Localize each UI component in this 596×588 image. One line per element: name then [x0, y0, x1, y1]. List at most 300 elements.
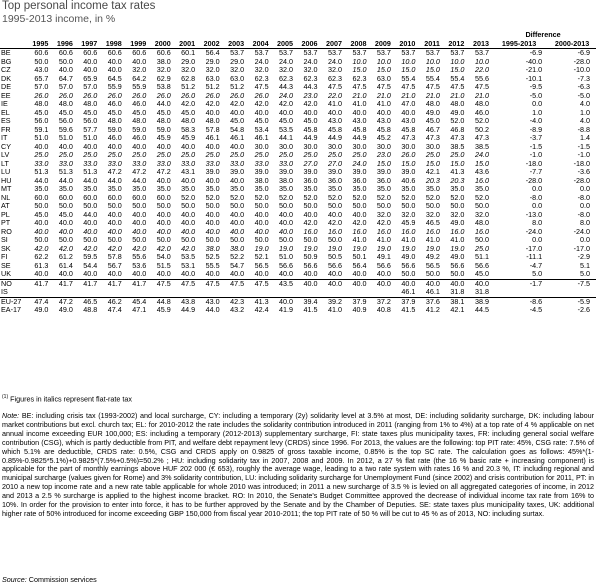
- difference-cell: -18.0: [525, 159, 543, 168]
- rate-cell: 44.0: [107, 176, 122, 185]
- rate-cell: 25.0: [34, 151, 49, 159]
- rate-cell: 55.4: [425, 74, 440, 83]
- rate-cell: 42.0: [181, 100, 196, 108]
- rate-cell: 54.7: [230, 261, 245, 270]
- country-code: RO: [1, 227, 12, 236]
- rate-cell: 44.0: [83, 176, 98, 185]
- difference-cell: -17.0: [573, 244, 590, 253]
- rate-cell: 45.0: [156, 108, 171, 117]
- rate-cell: 25.0: [450, 151, 465, 159]
- rate-cell: 60.6: [83, 48, 98, 57]
- rate-cell: 30.0: [303, 142, 318, 151]
- rate-cell: 60.0: [34, 193, 49, 202]
- difference-cell: 0.0: [580, 185, 590, 193]
- rate-cell: 41.0: [376, 236, 391, 244]
- rate-cell: 40.0: [156, 270, 171, 278]
- rate-cell: 47.5: [196, 279, 220, 288]
- rate-cell: 47.2: [132, 168, 147, 176]
- rate-cell: 50.0: [425, 270, 440, 278]
- rate-cell: 63.0: [376, 74, 391, 83]
- rate-cell: 25.0: [83, 151, 98, 159]
- rate-cell: 40.0: [230, 108, 245, 117]
- difference-cell: -10.0: [573, 66, 590, 74]
- rate-cell: 26.0: [34, 91, 49, 100]
- year-header: 1997: [74, 40, 98, 49]
- rate-cell: 32.0: [401, 210, 416, 219]
- table-row: [0, 92, 596, 101]
- table-row: [0, 306, 596, 315]
- rate-cell: 45.0: [230, 117, 245, 125]
- rate-cell: 51.3: [58, 168, 73, 176]
- rate-cell: 32.0: [475, 210, 490, 219]
- rate-cell: 40.0: [294, 279, 318, 288]
- rate-cell: 46.8: [450, 125, 465, 134]
- table-row: [0, 151, 596, 160]
- rate-cell: 57.0: [34, 83, 49, 91]
- difference-cell: 4.0: [580, 100, 590, 108]
- rate-cell: 51.3: [83, 168, 98, 176]
- table-row: [0, 168, 596, 177]
- rate-cell: 32.0: [230, 66, 245, 74]
- country-code: EU-27: [0, 297, 25, 306]
- country-code: NL: [1, 193, 11, 202]
- rate-cell: [319, 288, 343, 297]
- rate-cell: 43.0: [401, 117, 416, 125]
- rate-cell: 10.0: [425, 57, 440, 66]
- rate-cell: 50.0: [181, 202, 196, 210]
- difference-cell: -5.0: [529, 91, 543, 100]
- table-row: [0, 100, 596, 109]
- rate-cell: 53.6: [132, 261, 147, 270]
- rate-cell: 56.6: [450, 261, 465, 270]
- rate-cell: 25.0: [352, 151, 367, 159]
- difference-cell: 0.0: [532, 202, 543, 210]
- table-header-row-years: [0, 40, 596, 49]
- rate-cell: 60.0: [107, 193, 122, 202]
- rate-cell: 56.6: [401, 261, 416, 270]
- year-header: 2001: [172, 40, 196, 49]
- rate-cell: 40.0: [416, 279, 440, 288]
- rate-cell: 38.0: [205, 244, 220, 253]
- rate-cell: 10.0: [475, 57, 490, 66]
- rate-cell: 45.9: [401, 219, 416, 227]
- rate-cell: 39.0: [205, 168, 220, 176]
- rate-cell: 59.5: [83, 253, 98, 261]
- rate-cell: 43.0: [352, 117, 367, 125]
- rate-cell: 38.1: [441, 297, 465, 306]
- rate-cell: 59.6: [58, 125, 73, 134]
- rate-cell: 38.5: [450, 142, 465, 151]
- rate-cell: 50.0: [107, 236, 122, 244]
- rate-cell: 26.0: [254, 91, 269, 100]
- table-row: [0, 279, 596, 288]
- rate-cell: 40.0: [367, 279, 391, 288]
- difference-cell: 0.0: [580, 236, 590, 244]
- rate-cell: 25.0: [205, 151, 220, 159]
- rate-cell: 53.7: [450, 48, 465, 57]
- rate-cell: 49.0: [34, 306, 49, 314]
- rate-cell: 40.0: [465, 279, 490, 288]
- rate-cell: 52.0: [376, 193, 391, 202]
- rate-cell: 45.8: [352, 125, 367, 134]
- rate-cell: 50.0: [83, 202, 98, 210]
- rate-cell: 47.5: [475, 83, 490, 91]
- rate-cell: 48.0: [475, 219, 490, 227]
- rate-cell: 15.0: [401, 159, 416, 168]
- difference-cell: -28.0: [573, 57, 590, 66]
- rate-cell: [98, 288, 122, 297]
- difference-cell: 0.0: [532, 185, 543, 193]
- rate-cell: 24.0: [352, 159, 367, 168]
- rate-cell: 40.0: [392, 279, 416, 288]
- rate-cell: 51.2: [205, 83, 220, 91]
- rate-cell: 37.9: [343, 297, 367, 306]
- rate-cell: 29.0: [230, 57, 245, 66]
- rate-cell: 40.0: [254, 108, 269, 117]
- table-row: [0, 219, 596, 228]
- table-row: [0, 143, 596, 152]
- rate-cell: 40.9: [352, 306, 367, 314]
- table-row: [0, 109, 596, 118]
- rate-cell: 47.4: [25, 297, 49, 306]
- rate-cell: 42.0: [107, 244, 122, 253]
- difference-cell: 5.0: [580, 270, 590, 278]
- rate-cell: 35.0: [401, 185, 416, 193]
- rate-cell: 35.0: [327, 185, 342, 193]
- rate-cell: 40.0: [376, 270, 391, 278]
- rate-cell: 55.5: [205, 261, 220, 270]
- year-header: 2000: [147, 40, 171, 49]
- difference-cell: -13.0: [525, 210, 543, 219]
- rate-cell: 40.0: [376, 108, 391, 117]
- rate-cell: 36.0: [303, 176, 318, 185]
- note-label: Note:: [2, 411, 20, 420]
- rate-cell: 56.6: [327, 261, 342, 270]
- rate-cell: 47.5: [352, 83, 367, 91]
- rate-cell: 10.0: [450, 57, 465, 66]
- rate-cell: 45.0: [58, 210, 73, 219]
- rate-cell: 42.0: [58, 244, 73, 253]
- rate-cell: 40.0: [230, 270, 245, 278]
- rate-cell: 49.0: [450, 108, 465, 117]
- rate-cell: 20.3: [450, 176, 465, 185]
- table-row: [0, 228, 596, 237]
- rate-cell: 25.0: [425, 151, 440, 159]
- rate-cell: 32.0: [132, 66, 147, 74]
- rate-cell: 40.0: [83, 142, 98, 151]
- rate-cell: 60.6: [58, 48, 73, 57]
- rate-cell: 52.0: [327, 193, 342, 202]
- rate-cell: 26.0: [58, 91, 73, 100]
- note-block: [2, 412, 594, 519]
- rate-cell: 62.3: [327, 74, 342, 83]
- rate-cell: 57.0: [58, 83, 73, 91]
- rate-cell: 40.0: [205, 270, 220, 278]
- source-line: [2, 575, 97, 584]
- rate-cell: 48.0: [34, 100, 49, 108]
- rate-cell: 40.0: [270, 297, 294, 306]
- rate-cell: 41.7: [74, 279, 98, 288]
- rate-cell: 40.0: [327, 108, 342, 117]
- year-header: 2005: [270, 40, 294, 49]
- rate-cell: 40.0: [156, 227, 171, 236]
- rate-cell: 50.0: [254, 236, 269, 244]
- rate-cell: 51.0: [58, 134, 73, 142]
- rate-cell: 44.3: [279, 83, 294, 91]
- difference-cell: -4.5: [529, 306, 543, 314]
- country-code: LT: [1, 159, 9, 168]
- rate-cell: 32.0: [181, 66, 196, 74]
- rate-cell: 16.0: [352, 227, 367, 236]
- rate-cell: 44.9: [327, 134, 342, 142]
- rate-cell: 33.0: [107, 159, 122, 168]
- rate-cell: 42.0: [156, 244, 171, 253]
- rate-cell: 10.0: [401, 57, 416, 66]
- country-code: MT: [1, 185, 12, 193]
- rate-cell: 53.7: [352, 48, 367, 57]
- rate-cell: 40.0: [303, 108, 318, 117]
- footnote-text: Figures in italics represent flat-rate tax: [10, 394, 132, 404]
- rate-cell: 40.0: [343, 279, 367, 288]
- difference-cell: -7.5: [548, 279, 596, 288]
- table-header-row-difference: [0, 31, 596, 40]
- rate-cell: 51.0: [279, 253, 294, 261]
- rate-cell: 46.0: [132, 100, 147, 108]
- rate-cell: 40.0: [181, 227, 196, 236]
- rate-cell: 40.0: [58, 270, 73, 278]
- rate-cell: 40.0: [132, 219, 147, 227]
- rate-cell: 53.7: [327, 48, 342, 57]
- rate-cell: [343, 288, 367, 297]
- rate-cell: 29.0: [205, 57, 220, 66]
- rate-cell: 45.0: [475, 270, 490, 278]
- rate-cell: 47.5: [245, 279, 269, 288]
- rate-cell: 50.0: [58, 57, 73, 66]
- rate-cell: 19.0: [352, 244, 367, 253]
- rate-cell: 41.5: [303, 306, 318, 314]
- rate-cell: 43.0: [196, 297, 220, 306]
- rate-cell: 38.5: [475, 142, 490, 151]
- rate-cell: 55.9: [107, 83, 122, 91]
- rate-cell: 43.8: [172, 297, 196, 306]
- table-row: [0, 211, 596, 220]
- rate-cell: 50.0: [156, 202, 171, 210]
- rate-cell: 50.0: [376, 202, 391, 210]
- rate-cell: 50.0: [205, 236, 220, 244]
- rate-cell: 52.0: [352, 193, 367, 202]
- rate-cell: 40.0: [230, 176, 245, 185]
- rate-cell: 52.0: [401, 193, 416, 202]
- difference-cell: -10.1: [525, 74, 543, 83]
- rate-cell: 56.0: [34, 117, 49, 125]
- note-text: BE: including crisis tax (1993-2002) and local surcharge, CY: including a temporary (2y) solidarity level at 3.5% at most, DE: including solidarity surcharge, DK: including labour market contributions but excl. church tax; EL: for 2010-2012 the rate includes the solidarity contribution introduced in 2011 (ranging from 1% to 4%) at a top rate of 4 % applicable on net annual income exceeding EUR 100,000; ES: including a temporary (2012-2013) supplementary surcharge, FI: state taxes plus municipality taxes, FR: including general social welfare contribution (CSG), which is partly deductible from PIT, and welfare debt repayment levy (CRDS) since 1996. For 2013, the values are the following: top PIT rate: 45%, CSG rate: 7.5% of which 5.1% are deductible, CRDS rate: 0.5%, CSG and CRDS apply on 0.9825 of gross taxable income, 0.85% is the top SC rate. The calculation goes as follows: 45%*(1-0.85%-0.9825*5.1%)+0.9825*(7.5%+0.5%)=50.2% ; HU: including solidarity tax in 2007, 2008 and 2009. In 2012, a 27 % flat rate (the 16 % basic rate + increasing component) is applicable for the part of monthly earnings above HUF 202 000 (€ 653), roughly the average wage, leading to a two rate system with rates 16 % and 20.3 %, IT: including regional and municipal surcharge (values given for Rome) and 3% solidarity contribution, LU: including solidarity surcharge for Unemployment Fund (since 2002) and crisis contribution for 2011, PT: in 2010 a new top income rate and a new rate table applicable for whole 2010 was introduced; in 2011 a new surcharge of 3.5 % is levied on all aggregated categories of income, in 2012 and 2013 a 2.5 % surcharge is applied to the highest income bracket. RO: In 2010, the Senate's Budget Committee approved the decrease of individual income tax rate from 16% to 10%. In order for the provision to enter into force, it has to be further approved by the Senate and by the Chamber of Deputies. SE: state taxes plus municipality taxes, UK: additional higher rate of 50% introduced for income exceeding GBP 150,000 from fiscal year 2010-2011; the top PIT rate of 50 % will be cut to 45 % as of 2013, NO: including surtax.: [2, 411, 594, 518]
- rate-cell: 35.0: [475, 185, 490, 193]
- table-row: [0, 202, 596, 211]
- rate-cell: 39.2: [319, 297, 343, 306]
- rate-cell: 56.4: [352, 261, 367, 270]
- rate-cell: 40.6: [401, 176, 416, 185]
- rate-cell: 33.0: [156, 159, 171, 168]
- rate-cell: 41.0: [425, 236, 440, 244]
- rate-cell: 40.0: [83, 270, 98, 278]
- rate-cell: 16.0: [401, 227, 416, 236]
- rate-cell: 50.0: [425, 202, 440, 210]
- rate-cell: 62.9: [156, 74, 171, 83]
- rate-cell: 40.0: [107, 219, 122, 227]
- rate-cell: 44.9: [352, 134, 367, 142]
- rate-cell: 52.0: [303, 193, 318, 202]
- difference-cell: -6.9: [577, 48, 590, 57]
- rate-cell: 40.0: [319, 279, 343, 288]
- rate-cell: 39.0: [254, 168, 269, 176]
- rate-cell: 44.1: [279, 134, 294, 142]
- rate-cell: 42.0: [327, 219, 342, 227]
- rate-cell: 24.0: [279, 57, 294, 66]
- rate-cell: 40.0: [303, 210, 318, 219]
- rate-cell: 60.6: [34, 48, 49, 57]
- rate-cell: 35.0: [230, 185, 245, 193]
- rate-cell: 46.1: [230, 134, 245, 142]
- table-body: [0, 49, 596, 315]
- rate-cell: 46.0: [107, 134, 122, 142]
- rate-cell: [294, 288, 318, 297]
- rate-cell: 40.0: [205, 108, 220, 117]
- rate-cell: 54.8: [230, 125, 245, 134]
- rate-cell: 62.3: [279, 74, 294, 83]
- rate-cell: 44.5: [475, 306, 490, 314]
- rate-cell: 40.0: [279, 270, 294, 278]
- rate-cell: 41.0: [327, 100, 342, 108]
- rate-cell: 40.0: [156, 210, 171, 219]
- difference-cell: -24.0: [573, 227, 590, 236]
- year-header: 2012: [441, 40, 465, 49]
- rate-cell: 61.2: [58, 253, 73, 261]
- rate-cell: 41.2: [425, 306, 440, 314]
- rate-cell: 52.0: [205, 193, 220, 202]
- rate-cell: 44.9: [181, 306, 196, 314]
- country-code: PT: [1, 219, 11, 227]
- difference-cell: -2.6: [577, 306, 590, 314]
- year-header: 2007: [319, 40, 343, 49]
- difference-cell: -17.0: [525, 244, 543, 253]
- difference-cell: -1.5: [529, 142, 543, 151]
- rate-cell: 19.0: [401, 244, 416, 253]
- rate-cell: 48.0: [107, 117, 122, 125]
- rate-cell: 40.0: [34, 142, 49, 151]
- difference-cell: -5.0: [577, 91, 590, 100]
- table-row: [0, 245, 596, 254]
- year-header: 2002: [196, 40, 220, 49]
- rate-cell: 49.0: [58, 306, 73, 314]
- rate-cell: 56.7: [107, 261, 122, 270]
- table-row: [0, 288, 596, 297]
- rate-cell: 50.0: [34, 57, 49, 66]
- table-row: [0, 253, 596, 262]
- difference-cell: 1.4: [580, 134, 590, 142]
- rate-cell: 49.0: [401, 253, 416, 261]
- difference-cell: -40.0: [525, 57, 543, 66]
- rate-cell: 47.2: [49, 297, 73, 306]
- table-row: [0, 83, 596, 92]
- rate-cell: 51.0: [34, 134, 49, 142]
- country-code: IE: [1, 100, 8, 108]
- rate-cell: 15.0: [475, 159, 490, 168]
- rate-cell: 55.9: [132, 83, 147, 91]
- rate-cell: 40.0: [254, 219, 269, 227]
- rate-cell: 39.4: [294, 297, 318, 306]
- footnote-marker: (1): [2, 394, 9, 400]
- rate-cell: 48.0: [181, 117, 196, 125]
- rate-cell: 40.0: [205, 176, 220, 185]
- rate-cell: 50.9: [303, 253, 318, 261]
- rate-cell: 40.0: [107, 66, 122, 74]
- rate-cell: 42.1: [425, 168, 440, 176]
- rate-cell: 48.0: [83, 100, 98, 108]
- rate-cell: 52.0: [181, 193, 196, 202]
- rate-cell: 55.6: [475, 74, 490, 83]
- rate-cell: 53.1: [181, 261, 196, 270]
- rate-cell: 62.2: [34, 253, 49, 261]
- rate-cell: 41.0: [401, 236, 416, 244]
- rate-cell: 40.8: [376, 306, 391, 314]
- rate-cell: 10.0: [352, 57, 367, 66]
- table-row: [0, 262, 596, 271]
- rate-cell: [123, 288, 147, 297]
- rate-cell: 50.0: [181, 236, 196, 244]
- rate-cell: 25.0: [156, 151, 171, 159]
- rate-cell: 30.0: [352, 142, 367, 151]
- rate-cell: 59.0: [156, 125, 171, 134]
- rate-cell: 35.0: [181, 185, 196, 193]
- rate-cell: 21.0: [376, 91, 391, 100]
- rate-cell: 42.4: [254, 306, 269, 314]
- rate-cell: 40.0: [107, 210, 122, 219]
- year-header: 2010: [392, 40, 416, 49]
- rate-cell: 40.0: [34, 227, 49, 236]
- rate-cell: [147, 288, 171, 297]
- country-code: IT: [1, 134, 8, 142]
- rate-cell: 39.0: [376, 168, 391, 176]
- rate-cell: 53.7: [279, 48, 294, 57]
- rate-cell: 47.1: [132, 306, 147, 314]
- rate-cell: 45.2: [376, 134, 391, 142]
- rate-cell: 25.0: [58, 151, 73, 159]
- rate-cell: 42.1: [450, 306, 465, 314]
- rate-cell: 44.0: [132, 176, 147, 185]
- rate-cell: 40.0: [107, 227, 122, 236]
- rate-cell: 57.8: [205, 125, 220, 134]
- rate-cell: 47.5: [172, 279, 196, 288]
- rate-cell: 59.1: [34, 125, 49, 134]
- rate-cell: 49.1: [376, 253, 391, 261]
- rate-cell: 40.0: [303, 270, 318, 278]
- rate-cell: 40.0: [156, 142, 171, 151]
- rate-cell: 43.0: [327, 117, 342, 125]
- rate-cell: 47.2: [156, 168, 171, 176]
- rate-cell: 41.5: [401, 306, 416, 314]
- rate-cell: 44.8: [147, 297, 171, 306]
- rate-cell: 33.0: [205, 159, 220, 168]
- year-header: 1999: [123, 40, 147, 49]
- table-row: [0, 177, 596, 186]
- rate-cell: 50.0: [401, 270, 416, 278]
- rate-cell: 27.0: [303, 159, 318, 168]
- year-header: 2008: [343, 40, 367, 49]
- rate-cell: 52.0: [279, 193, 294, 202]
- rate-cell: 45.8: [327, 125, 342, 134]
- year-header: 2009: [367, 40, 391, 49]
- rate-cell: 10.0: [376, 57, 391, 66]
